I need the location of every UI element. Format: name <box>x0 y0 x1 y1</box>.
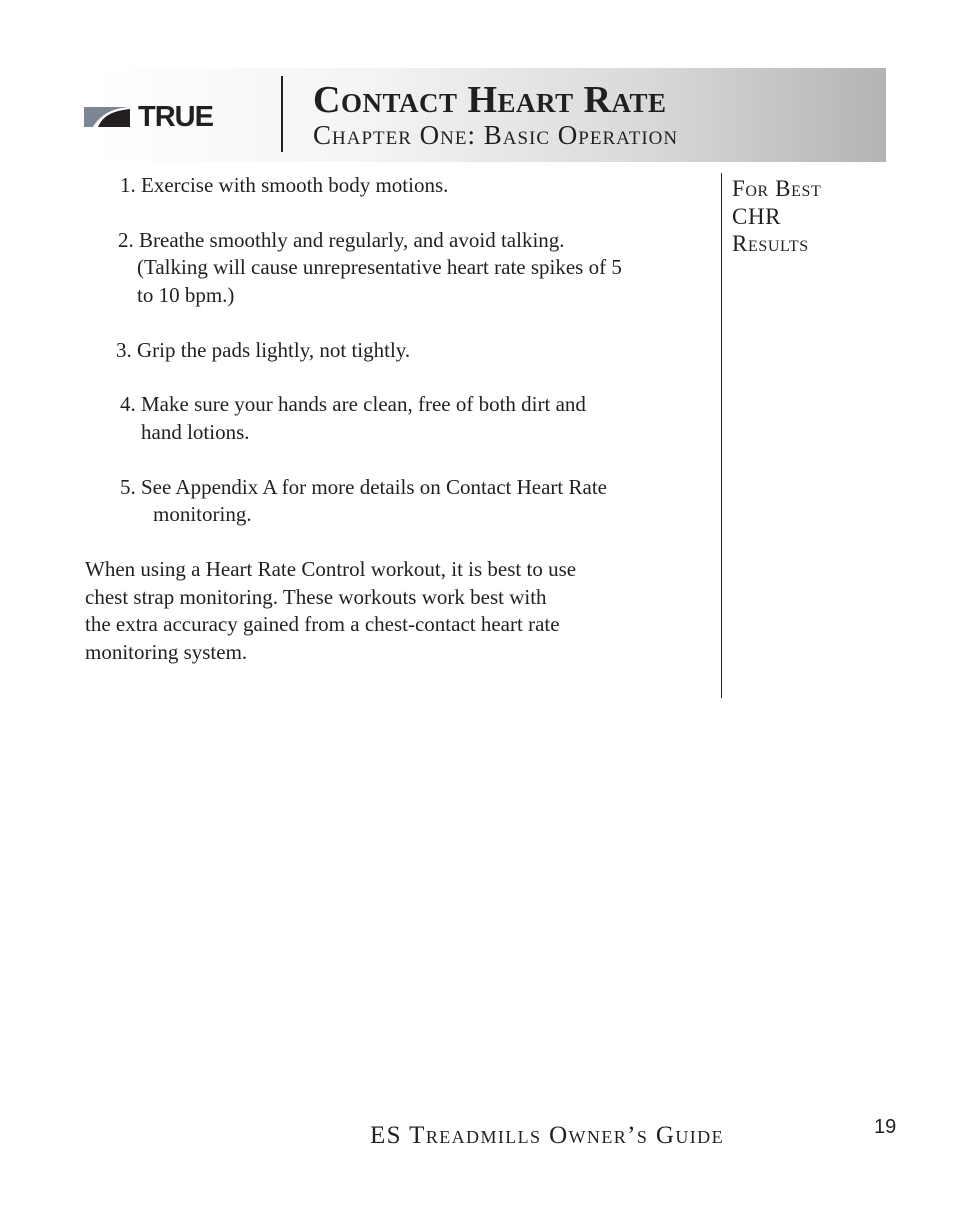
list-item: 5. See Appendix A for more details on Contact Heart Rate <box>120 475 607 499</box>
page-number: 19 <box>874 1116 897 1138</box>
chapter-subtitle: Chapter One: Basic Operation <box>313 120 679 150</box>
header-divider <box>281 76 283 152</box>
true-logo <box>84 101 254 129</box>
sidebar-note-line: For Best <box>732 176 822 201</box>
list-item-continuation: to 10 bpm.) <box>137 283 235 307</box>
sidebar-note-line: CHR <box>732 203 782 229</box>
list-item: 1. Exercise with smooth body motions. <box>120 173 449 197</box>
page-title: Contact Heart Rate <box>313 79 667 121</box>
footer-guide-title: ES Treadmills Owner’s Guide <box>370 1122 724 1149</box>
sidebar-note-line: Results <box>732 231 809 256</box>
sidebar-rule <box>721 173 722 698</box>
list-item-continuation: hand lotions. <box>141 420 250 444</box>
list-item: 3. Grip the pads lightly, not tightly. <box>116 338 411 362</box>
list-item: 2. Breathe smoothly and regularly, and avoid talking. <box>118 228 565 252</box>
paragraph-line: When using a Heart Rate Control workout, it is best to use <box>85 557 577 581</box>
svg-text:TRUE: TRUE <box>138 101 213 129</box>
paragraph-line: the extra accuracy gained from a chest-contact heart rate <box>85 612 560 636</box>
paragraph-line: chest strap monitoring. These workouts work best with <box>85 585 547 609</box>
list-item: 4. Make sure your hands are clean, free of both dirt and <box>120 392 586 416</box>
sidebar-note <box>732 175 882 258</box>
paragraph-line: monitoring system. <box>85 640 248 664</box>
list-item-continuation: monitoring. <box>153 502 252 526</box>
list-item-continuation: (Talking will cause unrepresentative heart rate spikes of 5 <box>137 255 622 279</box>
